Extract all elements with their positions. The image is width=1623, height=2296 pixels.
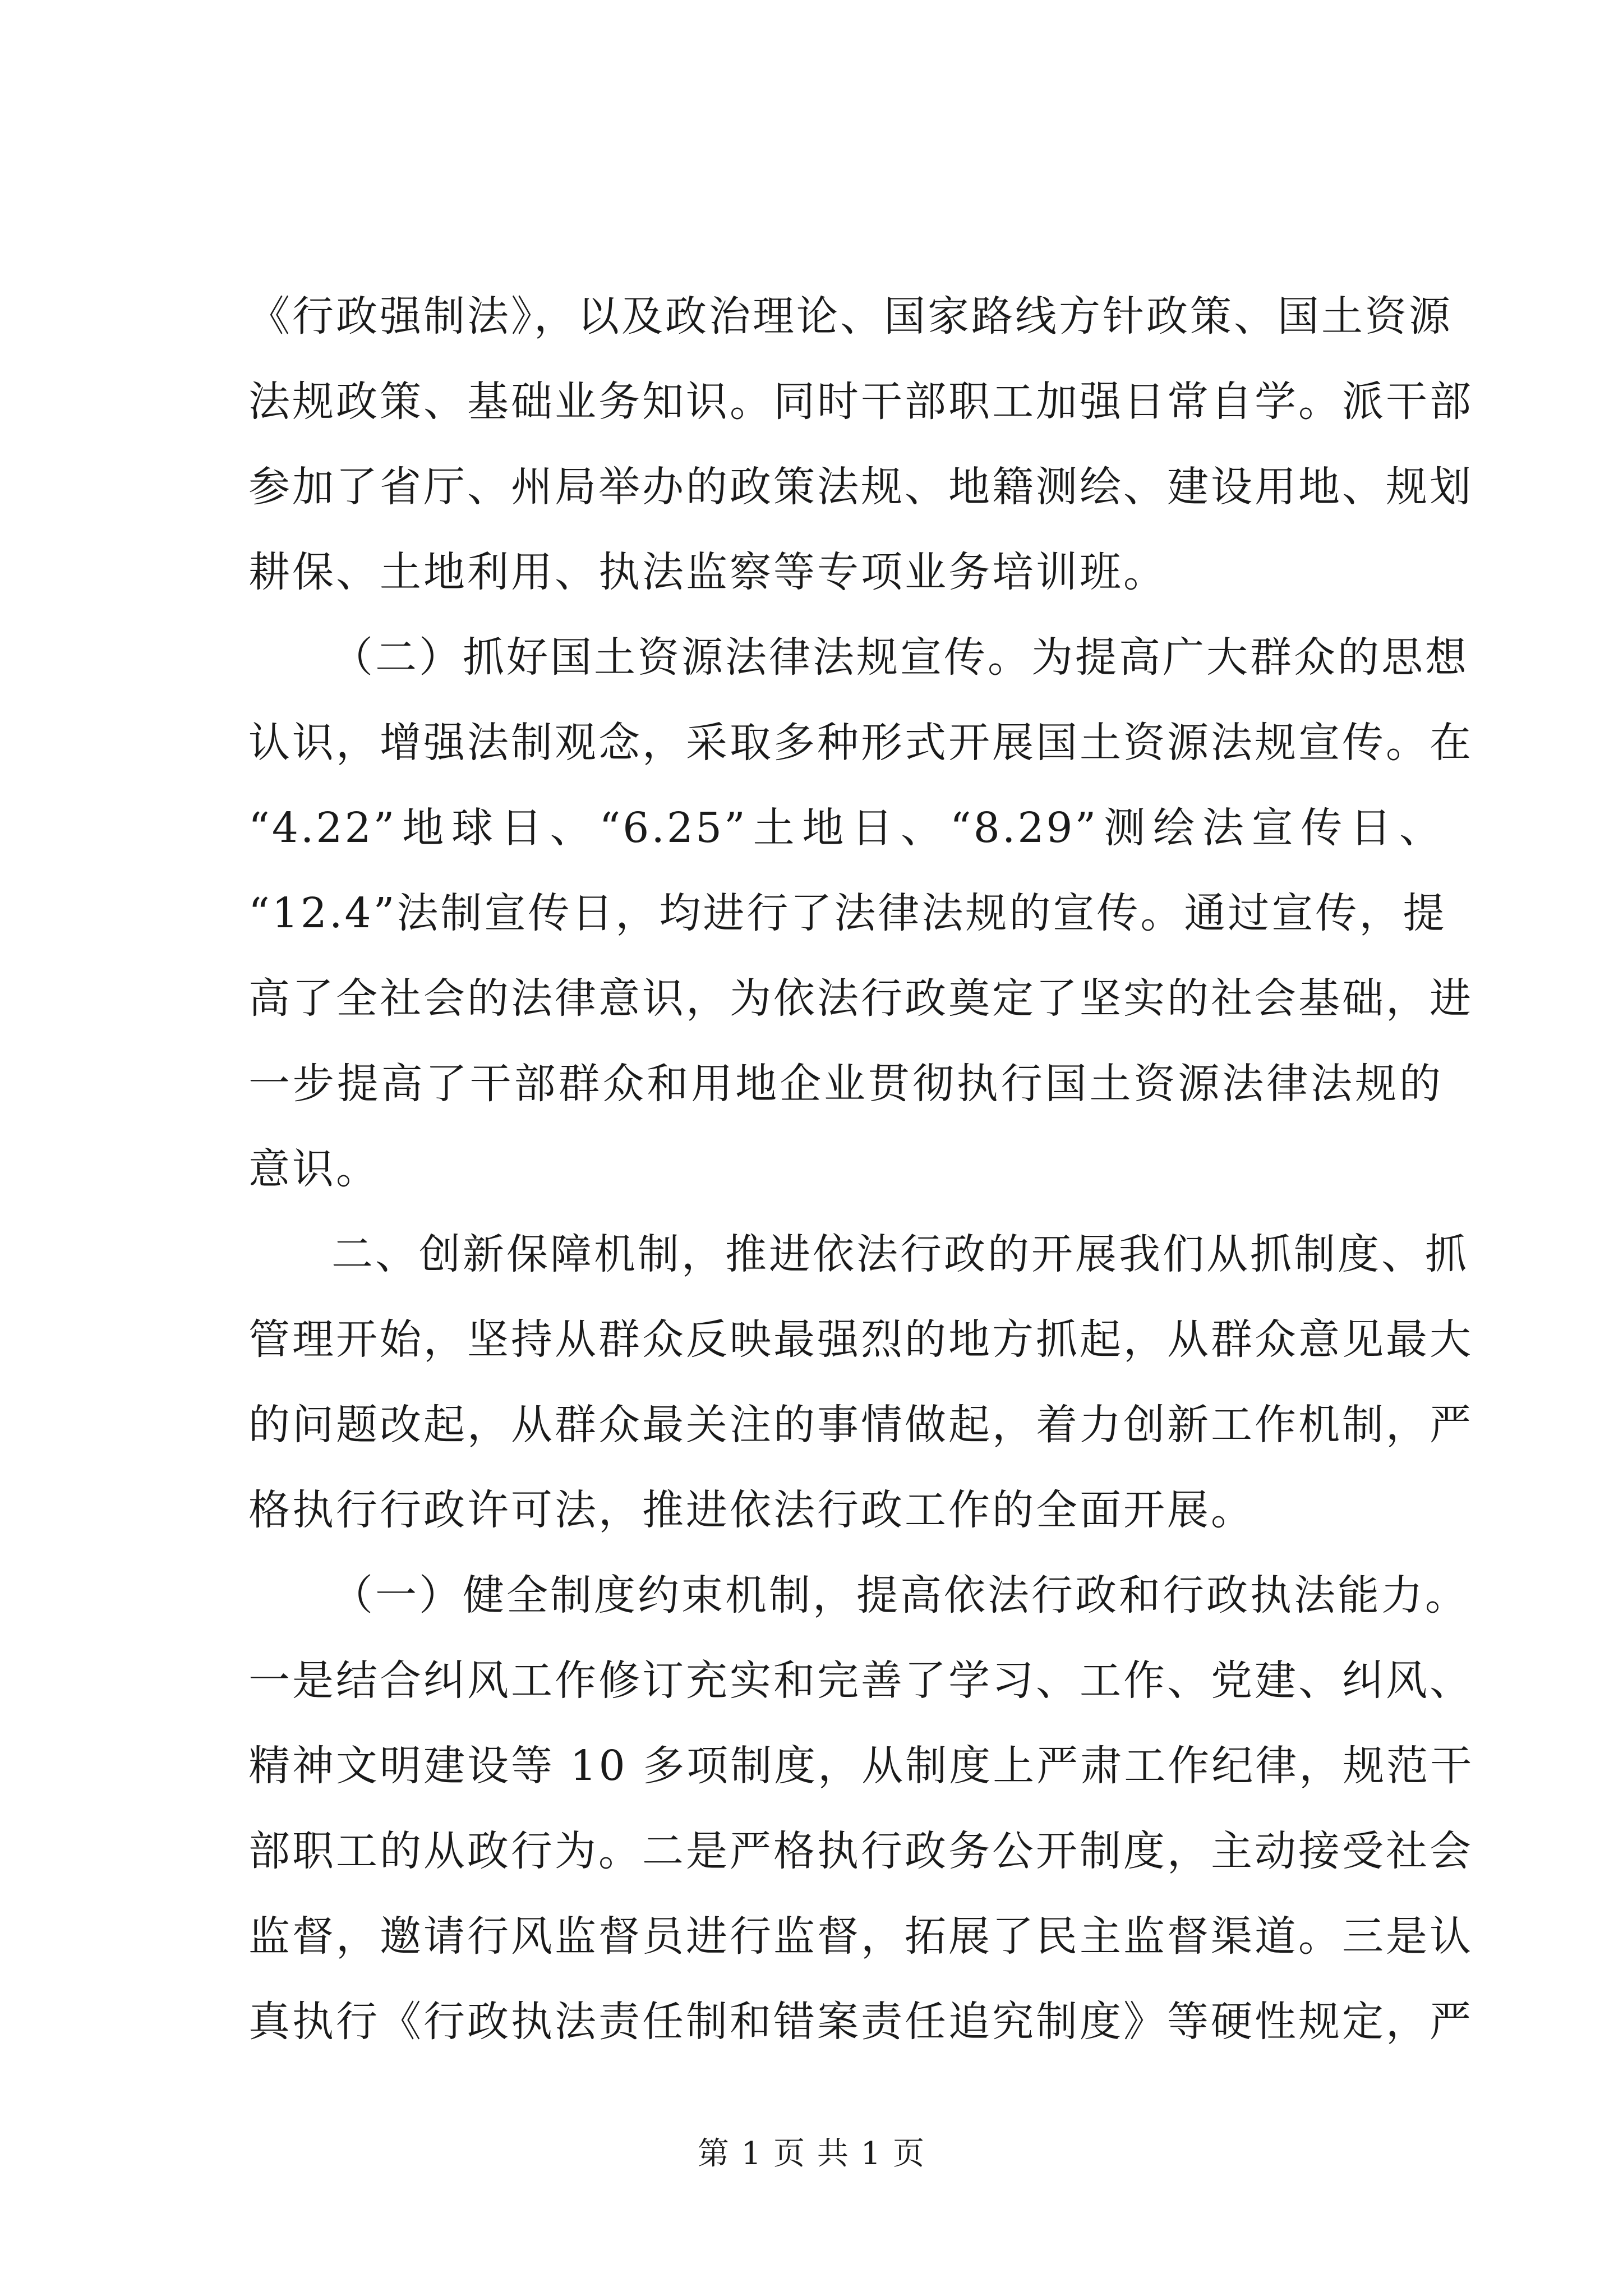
text-line: 二、创新保障机制，推进依法行政的开展我们从抓制度、抓 [331,1230,1469,1278]
paragraph-3 [248,1212,1473,1553]
text-line: （一）健全制度约束机制，提高依法行政和行政执法能力。 [331,1571,1469,1619]
text-line: 真执行《行政执法责任制和错案责任追究制度》等硬性规定，严 [248,1998,1473,2046]
text-line: 《行政强制法》，以及政治理论、国家路线方针政策、国土资源 [248,292,1453,341]
paragraph-1 [248,274,1473,615]
paragraph-4 [248,1553,1474,2064]
text-line: 法规政策、基础业务知识。同时干部职工加强日常自学。派干部 [248,378,1473,426]
text-line: 参加了省厅、州局举办的政策法规、地籍测绘、建设用地、规划 [248,463,1473,511]
text-line: 一步提高了干部群众和用地企业贯彻执行国土资源法律法规的 [248,1060,1443,1108]
text-line: 监督，邀请行风监督员进行监督，拓展了民主监督渠道。三是认 [248,1912,1473,1961]
text-line: （二）抓好国土资源法律法规宣传。为提高广大群众的思想 [331,633,1469,682]
text-line: 的问题改起，从群众最关注的事情做起，着力创新工作机制，严 [248,1401,1473,1449]
text-line: 耕保、土地利用、执法监察等专项业务培训班。 [248,548,1167,596]
text-line: “12.4”法制宣传日，均进行了法律法规的宣传。通过宣传，提 [248,889,1447,937]
text-line: 一是结合纠风工作修订充实和完善了学习、工作、党建、纠风、 [248,1657,1473,1705]
text-line: 部职工的从政行为。二是严格执行政务公开制度，主动接受社会 [248,1827,1473,1875]
page-footer: 第 1 页 共 1 页 [697,2136,926,2172]
text-line: 高了全社会的法律意识，为依法行政奠定了坚实的社会基础，进 [248,974,1473,1023]
text-line: “4.22”地球日、“6.25”土地日、“8.29”测绘法宣传日、 [248,804,1443,852]
text-line: 意识。 [248,1145,380,1193]
text-line: 认识，增强法制观念，采取多种形式开展国土资源法规宣传。在 [248,719,1473,767]
document-body [248,274,1474,2064]
paragraph-2 [248,615,1473,1212]
text-line: 精神文明建设等 10 多项制度，从制度上严肃工作纪律，规范干 [248,1742,1474,1790]
text-line: 格执行行政许可法，推进依法行政工作的全面开展。 [248,1486,1255,1534]
text-line: 管理开始，坚持从群众反映最强烈的地方抓起，从群众意见最大 [248,1315,1473,1364]
